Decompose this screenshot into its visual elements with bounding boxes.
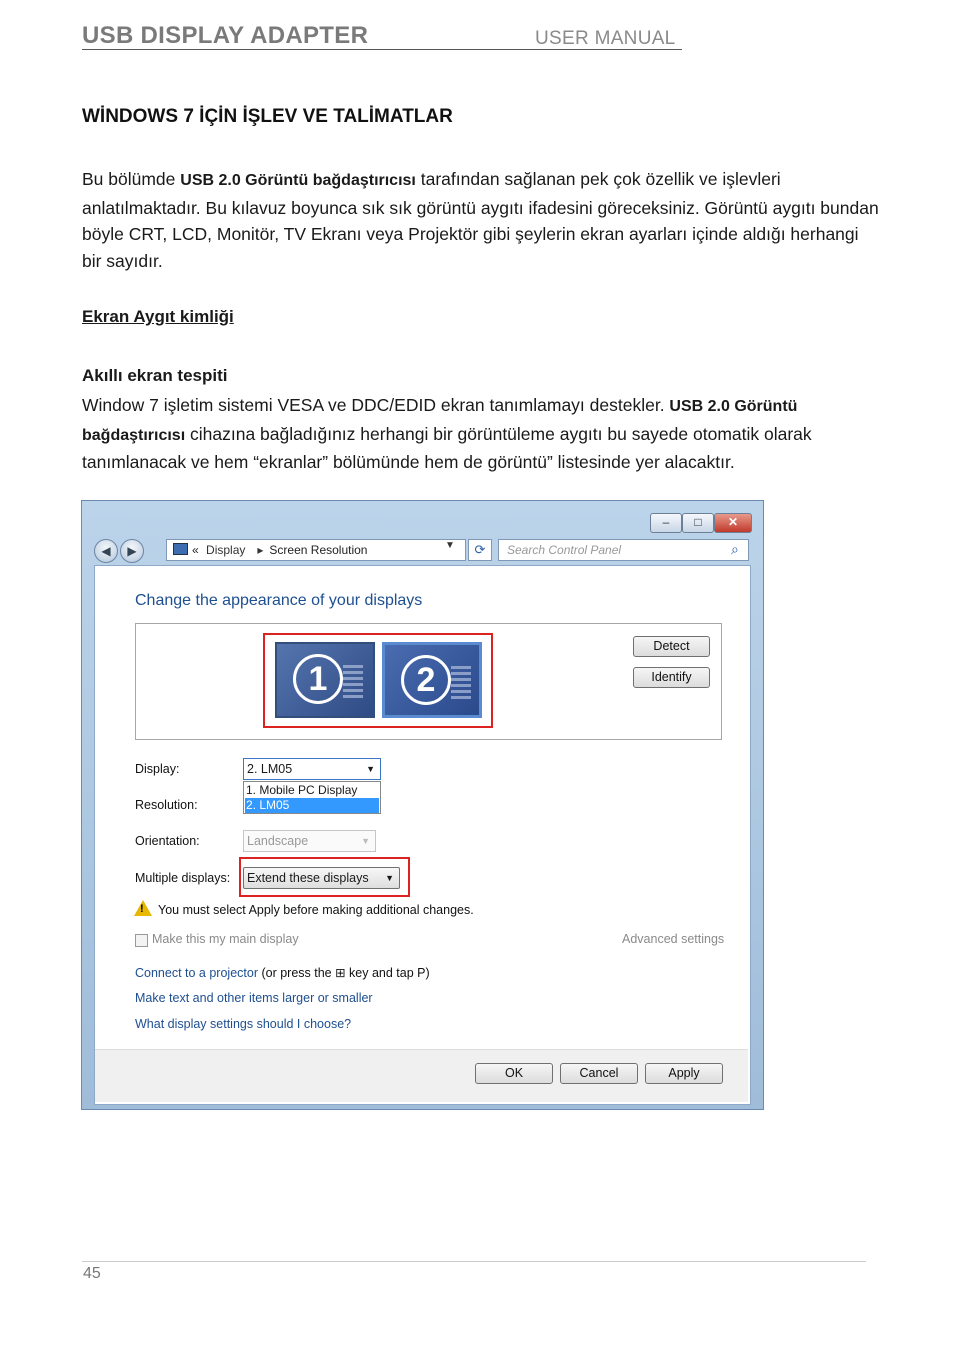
footer-rule — [82, 1261, 866, 1262]
dialog-heading: Change the appearance of your displays — [135, 592, 423, 609]
main-display-checkbox[interactable] — [135, 934, 148, 947]
breadcrumb-item-screen-resolution[interactable]: Screen Resolution — [269, 543, 368, 557]
display-help-link[interactable]: What display settings should I choose? — [135, 1017, 352, 1031]
monitor-number: 2 — [401, 655, 451, 705]
close-button[interactable]: ✕ — [714, 513, 752, 533]
projector-hint: (or press the ⊞ key and tap P) — [258, 966, 430, 980]
breadcrumb-prefix: « — [192, 543, 199, 557]
display-option-selected[interactable]: 2. LM05 — [245, 798, 379, 813]
document-subtitle: USER MANUAL — [535, 28, 676, 49]
multiple-displays-label: Multiple displays: — [135, 871, 231, 885]
refresh-icon[interactable]: ⟳ — [468, 539, 492, 561]
detect-button[interactable]: Detect — [633, 636, 710, 657]
header-rule — [82, 49, 682, 50]
text-size-link[interactable]: Make text and other items larger or smaller — [135, 991, 373, 1005]
minimize-button[interactable]: – — [650, 513, 682, 533]
chevron-down-icon: ▼ — [385, 873, 394, 883]
ok-button[interactable]: OK — [475, 1063, 553, 1084]
intro-paragraph: Bu bölümde USB 2.0 Görüntü bağdaştırıcısı tarafından sağlanan pek çok özellik ve işlevleri anlatılmaktadır. Bu kılavuz boyunca sık sık görüntü aygıtı ifadesini göreceksiniz. Görüntü aygıtı bundan böyle CRT, LCD, Monitör, TV Ekranı veya Projektör gibi şeylerin ekran ayarları içinde aldığı herhangi bir sayıdır. — [82, 169, 879, 271]
breadcrumb-item-display[interactable]: Display — [206, 543, 246, 557]
chevron-down-icon: ▼ — [361, 836, 370, 846]
search-input[interactable]: Search Control Panel — [498, 539, 749, 561]
maximize-button[interactable]: □ — [682, 513, 714, 533]
warning-icon-mark: ! — [140, 903, 144, 915]
multiple-displays-select[interactable]: Extend these displays ▼ — [243, 867, 400, 889]
chevron-down-icon[interactable]: ▼ — [445, 540, 455, 551]
display-select[interactable]: 2. LM05 ▼ — [243, 758, 381, 780]
chevron-down-icon: ▼ — [366, 764, 375, 774]
advanced-settings-link[interactable]: Advanced settings — [622, 932, 725, 946]
subheading-smart-detection: Akıllı ekran tespiti — [82, 366, 228, 385]
divider — [95, 1049, 748, 1050]
connect-projector-link[interactable]: Connect to a projector (or press the ⊞ key and tap P) — [135, 966, 430, 980]
search-icon[interactable]: ⌕ — [731, 541, 739, 557]
document-title: USB DISPLAY ADAPTER — [82, 22, 369, 49]
breadcrumb-separator-icon: ▸ — [257, 543, 264, 557]
orientation-select[interactable]: Landscape ▼ — [243, 830, 376, 852]
main-display-label: Make this my main display — [152, 932, 299, 946]
subheading-display-id: Ekran Aygıt kimliği — [82, 307, 234, 326]
page-number: 45 — [83, 1265, 101, 1282]
back-arrow-icon[interactable]: ◀ — [94, 539, 118, 563]
address-bar[interactable] — [166, 539, 466, 561]
section-title: WİNDOWS 7 İÇİN İŞLEV VE TALİMATLAR — [82, 106, 453, 127]
highlight-box-monitors — [263, 633, 493, 728]
detection-paragraph: Window 7 işletim sistemi VESA ve DDC/EDID ekran tanımlamayı destekler. USB 2.0 Görüntü bağdaştırıcısı cihazına bağladığınız herhangi bir görüntüleme aygıtı bu sayede otomatik olarak tanımlanacak ve hem “ekranlar” bölümünde hem de görüntü” listesinde yer alacaktır. — [82, 395, 812, 472]
screen-resolution-window — [81, 500, 764, 1110]
warning-text: You must select Apply before making additional changes. — [158, 903, 474, 917]
apply-button[interactable]: Apply — [645, 1063, 723, 1084]
display-icon — [173, 543, 188, 555]
monitor-number: 1 — [293, 654, 343, 704]
orientation-label: Orientation: — [135, 834, 200, 848]
cancel-button[interactable]: Cancel — [560, 1063, 638, 1084]
forward-arrow-icon[interactable]: ▶ — [120, 539, 144, 563]
identify-button[interactable]: Identify — [633, 667, 710, 688]
display-label: Display: — [135, 762, 180, 776]
resolution-label: Resolution: — [135, 798, 198, 812]
display-option[interactable]: 1. Mobile PC Display — [246, 783, 358, 797]
display-dropdown-list — [243, 781, 381, 814]
